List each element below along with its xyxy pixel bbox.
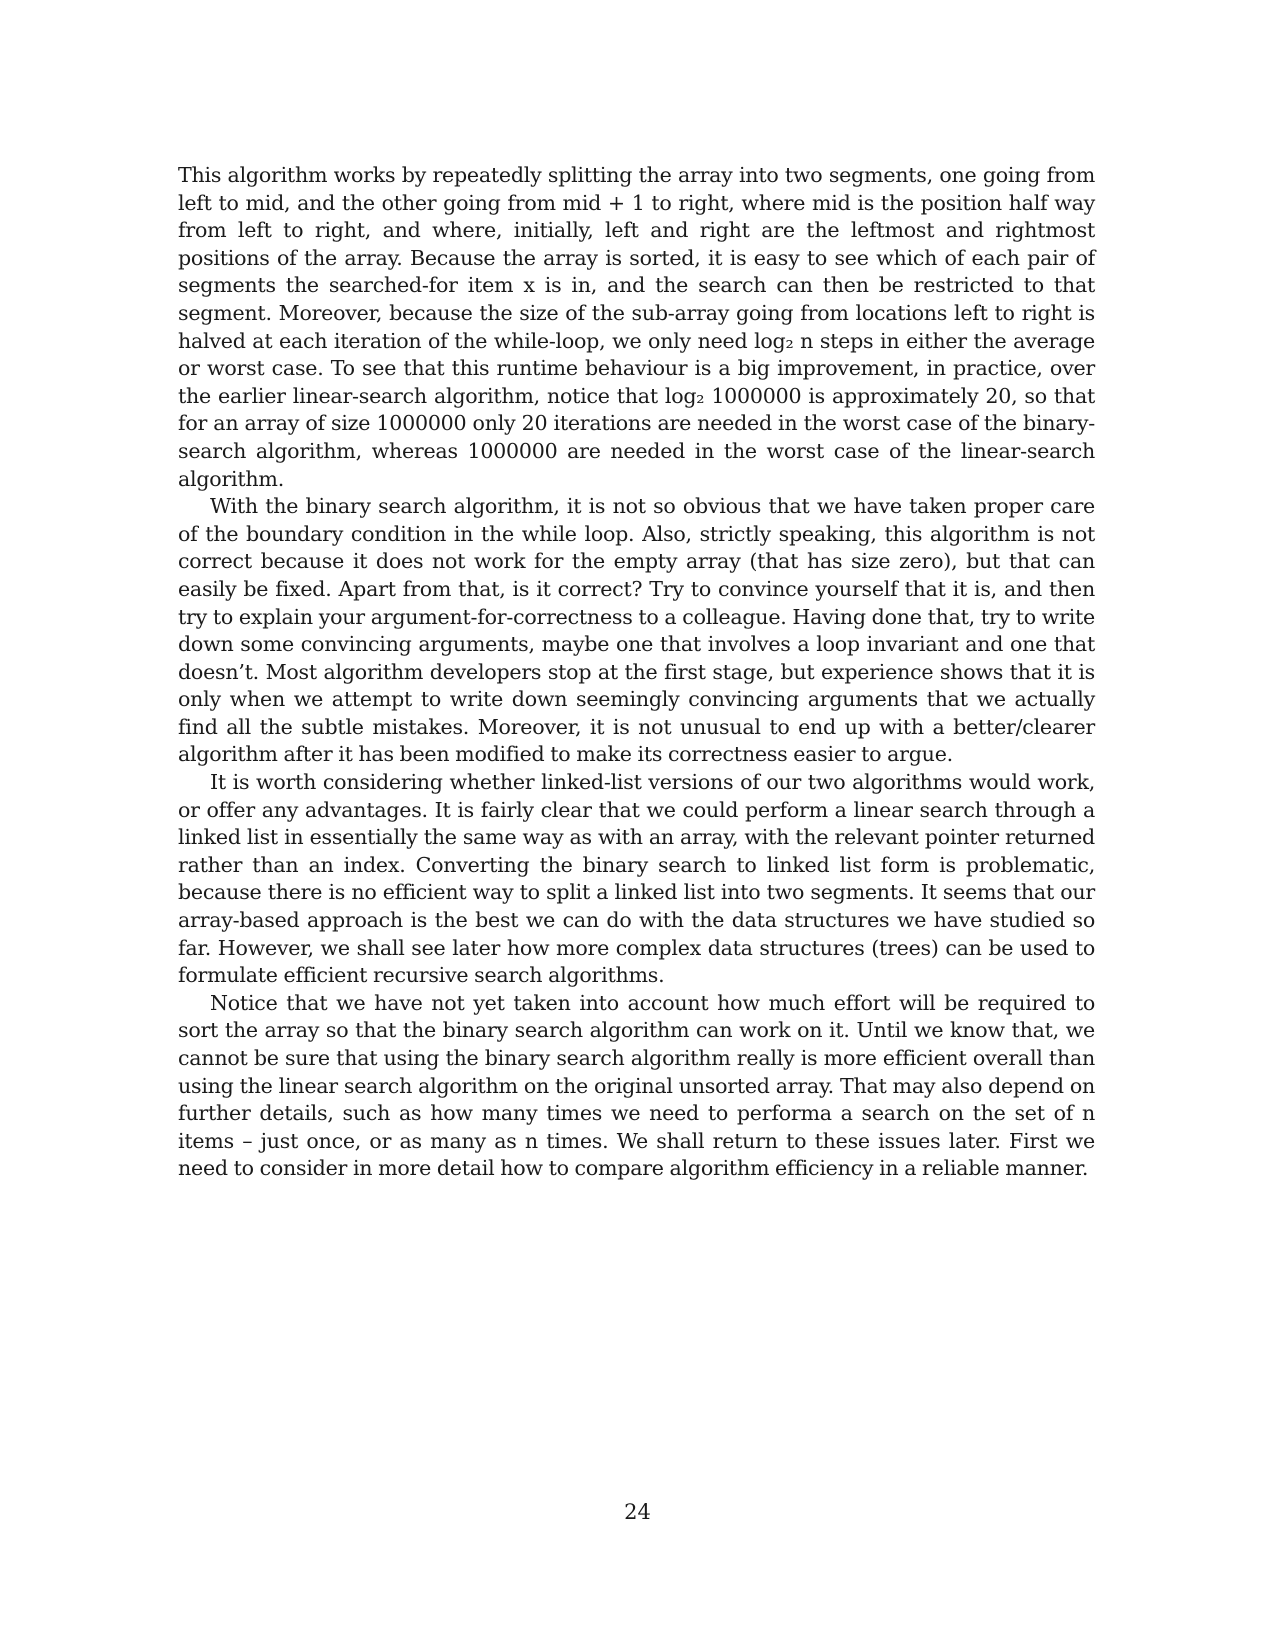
- paragraph-binary-search-description: This algorithm works by repeatedly splitting the array into two segments, one going from left to mid, and the other going from mid + 1 to right, where mid is the position half way from left to right, and where, initially, left and right are the leftmost and rightmost positions of the array. Because the array is sorted, it is easy to see which of each pair of segments the searched-for item x is in, and the search can then be restricted to that segment. Moreover, because the size of the sub-array going from locations left to right is halved at each iteration of the while-loop, we only need log₂ n steps in either the average or worst case. To see that this runtime behaviour is a big improvement, in practice, over the earlier linear-search algorithm, notice that log₂ 1000000 is approximately 20, so that for an array of size 1000000 only 20 iterations are needed in the worst case of the binary-search algorithm, whereas 1000000 are needed in the worst case of the linear-search algorithm.: [178, 163, 1095, 491]
- body-text: [178, 162, 1095, 1183]
- paragraph-sorting-effort: Notice that we have not yet taken into account how much effort will be required to sort the array so that the binary search algorithm can work on it. Until we know that, we cannot be sure that using the binary search algorithm really is more efficient overall than using the linear search algorithm on the original unsorted array. That may also depend on further details, such as how many times we need to performa a search on the set of n items – just once, or as many as n times. We shall return to these issues later. First we need to consider in more detail how to compare algorithm efficiency in a reliable manner.: [178, 990, 1095, 1181]
- paragraph-linked-list: It is worth considering whether linked-list versions of our two algorithms would work, or offer any advantages. It is fairly clear that we could perform a linear search through a linked list in essentially the same way as with an array, with the relevant pointer returned rather than an index. Converting the binary search to linked list form is problematic, because there is no efficient way to split a linked list into two segments. It seems that our array-based approach is the best we can do with the data structures we have studied so far. However, we shall see later how more complex data structures (trees) can be used to formulate efficient recursive search algorithms.: [178, 770, 1095, 988]
- page-number: 24: [624, 1500, 651, 1524]
- paragraph-correctness: With the binary search algorithm, it is not so obvious that we have taken proper care of the boundary condition in the while loop. Also, strictly speaking, this algorithm is not correct because it does not work for the empty array (that has size zero), but that can easily be fixed. Apart from that, is it correct? Try to convince yourself that it is, and then try to explain your argument-for-correctness to a colleague. Having done that, try to write down some convincing arguments, maybe one that involves a loop invariant and one that doesn’t. Most algorithm developers stop at the first stage, but experience shows that it is only when we attempt to write down seemingly convincing arguments that we actually find all the subtle mistakes. Moreover, it is not unusual to end up with a better/clearer algorithm after it has been modified to make its correctness easier to argue.: [178, 494, 1095, 767]
